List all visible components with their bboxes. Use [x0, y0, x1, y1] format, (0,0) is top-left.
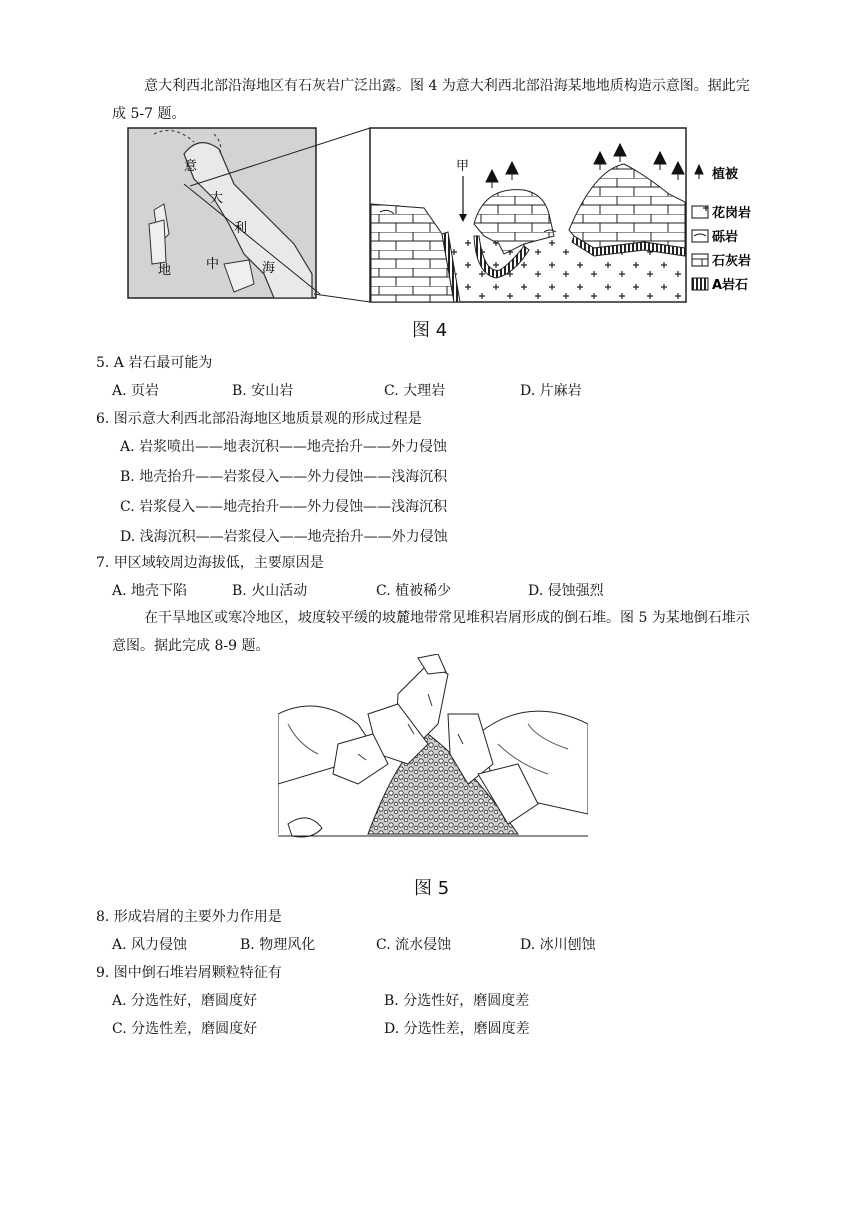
legend-rock-a: A岩石: [712, 278, 749, 293]
q9-option-d: D. 分选性差，磨圆度差: [384, 1021, 530, 1037]
map-label-da: 大: [210, 191, 224, 206]
q6-option-d: D. 浅海沉积——岩浆侵入——地壳抬升——外力侵蚀: [120, 529, 448, 545]
question-6-stem: 6. 图示意大利西北部沿海地区地质景观的形成过程是: [96, 411, 422, 427]
q7-option-c: C. 植被稀少: [376, 583, 452, 599]
q5-option-d: D. 片麻岩: [520, 383, 582, 399]
q7-option-b: B. 火山活动: [232, 583, 308, 599]
figure-4-caption: 图 4: [412, 320, 448, 341]
q9-option-a: A. 分选性好，磨圆度好: [112, 993, 258, 1009]
q6-option-a: A. 岩浆喷出——地表沉积——地壳抬升——外力侵蚀: [120, 439, 448, 455]
map-label-yi: 意: [184, 159, 198, 174]
map-label-zhong: 中: [206, 257, 220, 272]
q7-option-d: D. 侵蚀强烈: [528, 583, 604, 599]
q5-option-b: B. 安山岩: [232, 383, 294, 399]
geologic-cross-section: [370, 128, 686, 302]
legend-conglomerate: 砾岩: [712, 230, 739, 245]
legend-vegetation: 植被: [712, 167, 739, 182]
map-label-li: 利: [234, 221, 248, 236]
granite-legend-icon: [692, 206, 708, 218]
question-9-stem: 9. 图中倒石堆岩屑颗粒特征有: [96, 965, 282, 981]
question-7-stem: 7. 甲区域较周边海拔低，主要原因是: [96, 555, 324, 571]
q5-option-c: C. 大理岩: [384, 383, 446, 399]
intro-paragraph-2: 在干旱地区或寒冷地区，坡度较平缓的坡麓地带常见堆积岩屑形成的倒石堆。图 5 为某地倒石堆示意图。据此完成 8-9 题。: [112, 610, 750, 654]
q5-option-a: A. 页岩: [112, 383, 160, 399]
question-8-stem: 8. 形成岩屑的主要外力作用是: [96, 909, 282, 925]
rock-a-legend-icon: [692, 278, 708, 290]
map-label-di: 地: [158, 263, 172, 278]
legend: [692, 165, 708, 290]
q6-option-b: B. 地壳抬升——岩浆侵入——外力侵蚀——浅海沉积: [120, 469, 448, 485]
question-5-stem: 5. A 岩石最可能为: [96, 355, 213, 371]
map-label-hai: 海: [262, 261, 276, 276]
point-label-jia: 甲: [456, 159, 470, 174]
q7-option-a: A. 地壳下陷: [112, 583, 188, 599]
q8-option-a: A. 风力侵蚀: [112, 937, 188, 953]
legend-limestone: 石灰岩: [712, 254, 752, 269]
figure-4: [124, 124, 764, 340]
q8-option-b: B. 物理风化: [240, 937, 316, 953]
legend-granite: 花岗岩: [712, 206, 752, 221]
q8-option-d: D. 冰川刨蚀: [520, 937, 596, 953]
figure-5: [278, 654, 588, 874]
q9-option-b: B. 分选性好，磨圆度差: [384, 993, 530, 1009]
intro-paragraph-1: 意大利西北部沿海地区有石灰岩广泛出露。图 4 为意大利西北部沿海某地地质构造示意图。据此完成 5-7 题。: [112, 78, 750, 122]
limestone-legend-icon: [692, 254, 708, 266]
q9-option-c: C. 分选性差，磨圆度好: [112, 1021, 258, 1037]
figure-5-caption: 图 5: [414, 878, 450, 899]
vegetation-legend-icon: [695, 165, 703, 179]
q6-option-c: C. 岩浆侵入——地壳抬升——外力侵蚀——浅海沉积: [120, 499, 448, 515]
q8-option-c: C. 流水侵蚀: [376, 937, 452, 953]
